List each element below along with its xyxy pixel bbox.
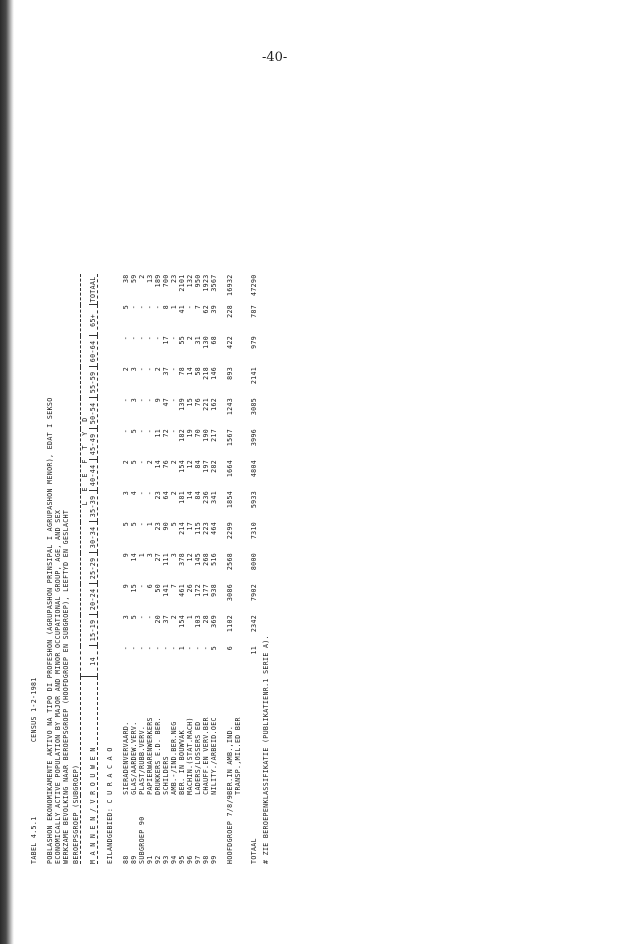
cell-value: - <box>146 428 154 434</box>
group-label: BEROEPSGROEP (SUBGROEP) <box>72 764 80 864</box>
cell-value: - <box>146 614 154 620</box>
cell-value: 68 <box>210 335 218 345</box>
totaal-label: TOTAAL <box>250 838 258 864</box>
cell-value: 37 <box>162 614 170 624</box>
cell-value: 84 <box>194 459 202 469</box>
totaal-value: 4804 <box>250 459 258 478</box>
cell-value: 1 <box>146 521 154 527</box>
totaal-value: 11 <box>250 645 258 655</box>
cell-value: 23 <box>154 521 162 531</box>
title-english: ECONOMICALLY ACTIVE POPULATION BY MAJOR AND MINOR OCCUPATIONAL GROUP, AGE, AND SEX <box>54 509 62 864</box>
col-header: 60-64 <box>89 336 98 367</box>
cell-value: 3567 <box>210 274 218 292</box>
sex-label: M A N N E N / V R O U W E N <box>89 747 97 864</box>
cell-value: 5 <box>130 459 138 465</box>
cell-value: 5 <box>130 428 138 434</box>
cell-value: 59 <box>130 274 138 284</box>
cell-value: 3 <box>122 490 130 496</box>
cell-value: 182 <box>178 428 186 442</box>
cell-value: 141 <box>162 583 170 597</box>
region-label: EILANDGEBIED: C U R A C A O <box>106 747 114 864</box>
cell-value: 5 <box>130 521 138 527</box>
row-label: SCHILDERS <box>162 755 170 795</box>
cell-value: 2 <box>138 274 146 279</box>
occupation-table <box>72 274 258 864</box>
cell-value: 39 <box>210 304 218 314</box>
row-code: 93 <box>162 855 170 864</box>
cell-value: 78 <box>178 366 186 376</box>
totaal-row <box>250 274 258 864</box>
cell-value: 26 <box>186 583 194 593</box>
cell-value: 214 <box>178 521 186 535</box>
cell-value: 341 <box>210 490 218 504</box>
cell-value: - <box>154 304 162 310</box>
cell-value: 14 <box>186 490 194 500</box>
cell-value: 378 <box>178 552 186 566</box>
cell-value: 76 <box>162 459 170 469</box>
cell-value: 5 <box>122 521 130 527</box>
cell-value: 115 <box>194 521 202 535</box>
table-row <box>122 274 130 864</box>
cell-value: 139 <box>178 397 186 411</box>
cell-value: 15 <box>130 583 138 593</box>
table-row <box>210 274 218 864</box>
cell-value: - <box>146 490 154 496</box>
cell-value: - <box>138 459 146 465</box>
row-label: GLAS/AARDEW.VERV. <box>130 721 138 795</box>
cell-value: 58 <box>194 366 202 376</box>
cell-value: 2 <box>154 366 162 372</box>
row-code: 88 <box>122 855 130 864</box>
cell-value: - <box>122 335 130 341</box>
hoofdgroep-value: 6 <box>226 645 234 651</box>
cell-value: 11 <box>154 428 162 438</box>
cell-value: 28 <box>202 614 210 624</box>
cell-value: 181 <box>178 490 186 504</box>
totaal-value: 3085 <box>250 397 258 416</box>
col-header: 65+ <box>89 305 98 336</box>
subgroep-label <box>138 795 146 864</box>
cell-value: 55 <box>178 335 186 345</box>
cell-value: 236 <box>202 490 210 504</box>
table-row <box>146 274 154 864</box>
age-header-row <box>89 274 98 864</box>
cell-value: 5 <box>210 645 218 651</box>
cell-value: 62 <box>202 304 210 314</box>
cell-value: - <box>194 645 202 651</box>
totaal-value: 5933 <box>250 490 258 509</box>
cell-value: 3 <box>130 397 138 403</box>
col-header: 45-49 <box>89 429 98 460</box>
row-code: 90 <box>138 816 146 826</box>
cell-value: 14 <box>130 552 138 562</box>
cell-value: 2 <box>122 459 130 465</box>
row-code: 94 <box>170 855 178 864</box>
cell-value: 172 <box>194 583 202 597</box>
cell-value: - <box>122 397 130 403</box>
row-label: BER. IN BOUWVAK <box>178 730 186 795</box>
totaal-value: 3996 <box>250 428 258 447</box>
cell-value: 4 <box>130 490 138 496</box>
col-header: 25-29 <box>89 553 98 584</box>
cell-value: 19 <box>186 428 194 438</box>
totaal-value: 7310 <box>250 521 258 540</box>
cell-value: 2 <box>170 459 178 465</box>
cell-value: - <box>122 428 130 434</box>
cell-value: - <box>146 397 154 403</box>
hoofdgroep-value: 3086 <box>226 583 234 602</box>
cell-value: 38 <box>122 274 130 284</box>
row-code: 92 <box>154 855 162 864</box>
cell-value: 130 <box>202 335 210 349</box>
row-label: AMB.-/IND.BER.NEG <box>170 721 178 795</box>
cell-value: 1 <box>178 645 186 651</box>
row-code: 96 <box>186 855 194 864</box>
table-id: TABEL 4.5.1 <box>30 816 38 864</box>
col-header: 40-44 <box>89 460 98 491</box>
cell-value: 5 <box>122 304 130 310</box>
cell-value: - <box>154 645 162 651</box>
cell-value: 13 <box>146 274 154 284</box>
col-header: 50-54 <box>89 398 98 429</box>
cell-value: 7 <box>194 304 202 310</box>
cell-value: 9 <box>122 583 130 589</box>
totaal-value: 2141 <box>250 366 258 385</box>
cell-value: 90 <box>162 521 170 531</box>
cell-value: - <box>170 397 178 403</box>
hoofdgroep-label2: TRANSP.,MIL.ED BER <box>234 717 242 795</box>
row-label: MACHIN.(STAT.MACH) <box>186 717 194 795</box>
cell-value: 282 <box>210 459 218 473</box>
hoofdgroep-code: HOOFDGROEP 7/8/9 <box>226 794 234 864</box>
page-binding-edge <box>0 0 14 944</box>
title-papiamentu: POBLASHON EKONOMIKAMENTE AKTIVO NA TIPO DI PROFESHON (AGRUPASHON PRINSIPAL I AGRUPASHON MENOR), EDAT I SEKSO <box>46 397 54 864</box>
hoofdgroep-value: 1243 <box>226 397 234 416</box>
cell-value: - <box>138 583 146 589</box>
cell-value: 1923 <box>202 274 210 292</box>
cell-value: 64 <box>162 490 170 500</box>
row-code: 89 <box>130 855 138 864</box>
cell-value: - <box>138 645 146 651</box>
cell-value: 9 <box>154 397 162 403</box>
cell-value: 938 <box>210 583 218 597</box>
cell-value: 6 <box>146 583 154 589</box>
cell-value: 221 <box>202 397 210 411</box>
table-row <box>202 274 210 864</box>
cell-value: 268 <box>202 552 210 566</box>
hoofdgroep-value: 2299 <box>226 521 234 540</box>
cell-value: 154 <box>178 614 186 628</box>
cell-value: 70 <box>194 428 202 438</box>
cell-value: 516 <box>210 552 218 566</box>
row-code: 99 <box>210 855 218 864</box>
leeftyd-label: L E E F T Y D <box>81 414 89 506</box>
cell-value: - <box>122 645 130 651</box>
cell-value: 103 <box>194 614 202 628</box>
hoofdgroep-value: 1854 <box>226 490 234 509</box>
cell-value: - <box>162 645 170 651</box>
cell-value: - <box>146 335 154 341</box>
col-header: 55-59 <box>89 367 98 398</box>
cell-value: - <box>138 397 146 403</box>
cell-value: 3 <box>170 552 178 558</box>
cell-value: 132 <box>186 274 194 288</box>
totaal-value: 47290 <box>250 274 258 296</box>
cell-value: - <box>186 304 194 310</box>
row-label: SIERADENVERVAARD. <box>122 721 130 795</box>
cell-value: 464 <box>210 521 218 535</box>
hoofdgroep-value: 422 <box>226 335 234 349</box>
cell-value: 20 <box>154 614 162 624</box>
totaal-value: 979 <box>250 335 258 349</box>
col-header: 20-24 <box>89 584 98 615</box>
cell-value: 146 <box>210 366 218 380</box>
table-row <box>194 274 202 864</box>
cell-value: - <box>154 335 162 341</box>
cell-value: 37 <box>162 366 170 376</box>
hoofdgroep-value: 893 <box>226 366 234 380</box>
totaal-value: 7902 <box>250 583 258 602</box>
cell-value: 5 <box>130 614 138 620</box>
cell-value: 3 <box>130 366 138 372</box>
table-title-row <box>30 44 38 864</box>
cell-value: 50 <box>154 583 162 593</box>
hoofdgroep-value: 16932 <box>226 274 234 296</box>
subgroep-text: SUBGROEP <box>138 829 146 864</box>
cell-value: 2 <box>122 366 130 372</box>
row-label: CHAUFF.EN VERV.BER <box>202 717 210 795</box>
row-label: DRUKKERS E.D. BER. <box>154 717 162 795</box>
cell-value: 14 <box>154 459 162 469</box>
table-row <box>130 274 138 864</box>
cell-value: - <box>138 521 146 527</box>
cell-value: 84 <box>194 490 202 500</box>
cell-value: 369 <box>210 614 218 628</box>
row-label: PLAST/RUBB.VERV. <box>138 725 146 795</box>
cell-value: 1 <box>170 304 178 310</box>
col-header: 14 <box>89 646 98 677</box>
cell-value: - <box>170 335 178 341</box>
cell-value: 177 <box>202 583 210 597</box>
cell-value: 461 <box>178 583 186 597</box>
footnote: # ZIE BEROEPENKLASSIFIKATIE (PUBLIKATIENR.1 SERIE A). <box>262 635 270 864</box>
cell-value: 41 <box>178 304 186 314</box>
cell-value: 31 <box>194 335 202 345</box>
census-date: CENSUS 1-2-1981 <box>30 677 38 743</box>
col-header: 35-39 <box>89 491 98 522</box>
table-row <box>170 274 178 864</box>
cell-value: 12 <box>186 552 194 562</box>
row-label: PAPIERWARENWERKERS <box>146 717 154 795</box>
cell-value: - <box>138 490 146 496</box>
hoofdgroep-value: 2568 <box>226 552 234 571</box>
table-row <box>162 274 170 864</box>
page-number: -40- <box>262 50 288 65</box>
cell-value: 2 <box>170 614 178 620</box>
cell-value: 197 <box>202 459 210 473</box>
row-label: NILITY./ARBEID.OEC <box>210 717 218 795</box>
cell-value: 3 <box>146 552 154 558</box>
cell-value: 2 <box>186 335 194 341</box>
cell-value: 9 <box>122 552 130 558</box>
cell-value: 154 <box>178 459 186 473</box>
cell-value: - <box>146 304 154 310</box>
table-row <box>186 274 194 864</box>
rotated-table-block <box>30 44 330 864</box>
cell-value: 23 <box>154 490 162 500</box>
rows-body <box>122 274 218 864</box>
cell-value: 72 <box>162 428 170 438</box>
row-label: LADERS/LOSSERS ED <box>194 721 202 795</box>
cell-value: 190 <box>202 428 210 442</box>
cell-value: - <box>202 645 210 651</box>
hoofdgroep-row <box>226 274 234 864</box>
totaal-value: 8000 <box>250 552 258 571</box>
hoofdgroep-value: 1567 <box>226 428 234 447</box>
row-code: 98 <box>202 855 210 864</box>
cell-value: - <box>138 428 146 434</box>
table-row <box>178 274 186 864</box>
cell-value: 3 <box>122 614 130 620</box>
cell-value: 12 <box>186 459 194 469</box>
cell-value: 2 <box>146 459 154 465</box>
cell-value: - <box>138 614 146 620</box>
hoofdgroep-value: 1664 <box>226 459 234 478</box>
cell-value: 700 <box>162 274 170 288</box>
row-code: 97 <box>194 855 202 864</box>
cell-value: 218 <box>202 366 210 380</box>
totaal-value: 787 <box>250 304 258 318</box>
cell-value: 111 <box>162 552 170 566</box>
table-row <box>154 274 162 864</box>
cell-value: 1 <box>138 552 146 558</box>
cell-value: 47 <box>162 397 170 407</box>
cell-value: - <box>130 304 138 310</box>
cell-value: - <box>146 645 154 651</box>
totaal-value: 2342 <box>250 614 258 633</box>
cell-value: - <box>130 335 138 341</box>
cell-value: - <box>130 645 138 651</box>
cell-value: 76 <box>194 397 202 407</box>
cell-value: - <box>170 428 178 434</box>
cell-value: - <box>146 366 154 372</box>
row-code: 91 <box>146 855 154 864</box>
col-header: 30-34 <box>89 522 98 553</box>
cell-value: - <box>170 645 178 651</box>
cell-value: 162 <box>210 397 218 411</box>
cell-value: 14 <box>186 366 194 376</box>
cell-value: 27 <box>154 552 162 562</box>
cell-value: 17 <box>162 335 170 345</box>
cell-value: - <box>138 304 146 310</box>
cell-value: 1 <box>186 614 194 620</box>
cell-value: 223 <box>202 521 210 535</box>
cell-value: 2 <box>170 490 178 496</box>
cell-value: - <box>138 335 146 341</box>
col-header: 15-19 <box>89 615 98 646</box>
cell-value: - <box>170 366 178 372</box>
cell-value: 217 <box>210 428 218 442</box>
cell-value: 145 <box>194 552 202 566</box>
cell-value: 2101 <box>178 274 186 292</box>
cell-value: 5 <box>170 521 178 527</box>
cell-value: 8 <box>162 304 170 310</box>
cell-value: 189 <box>154 274 162 288</box>
cell-value: 23 <box>170 274 178 284</box>
hoofdgroep-value: 228 <box>226 304 234 318</box>
cell-value: 15 <box>186 397 194 407</box>
cell-value: 17 <box>186 521 194 531</box>
cell-value: 7 <box>170 583 178 589</box>
hoofdgroep-label: BER.IN AMB.,IND. <box>226 725 234 795</box>
title-dutch: WERKZAME BEVOLKING NAAR BEROEPSGROEP (HOOFDGROEP EN SUBGROEP), LEEFTYD EN GESLACHT <box>62 509 70 864</box>
cell-value: - <box>138 366 146 372</box>
col-header: TOTAAL <box>89 274 98 305</box>
cell-value: - <box>186 645 194 651</box>
hoofdgroep-value: 1102 <box>226 614 234 633</box>
table-row <box>138 274 146 864</box>
row-code: 95 <box>178 855 186 864</box>
cell-value: 950 <box>194 274 202 288</box>
